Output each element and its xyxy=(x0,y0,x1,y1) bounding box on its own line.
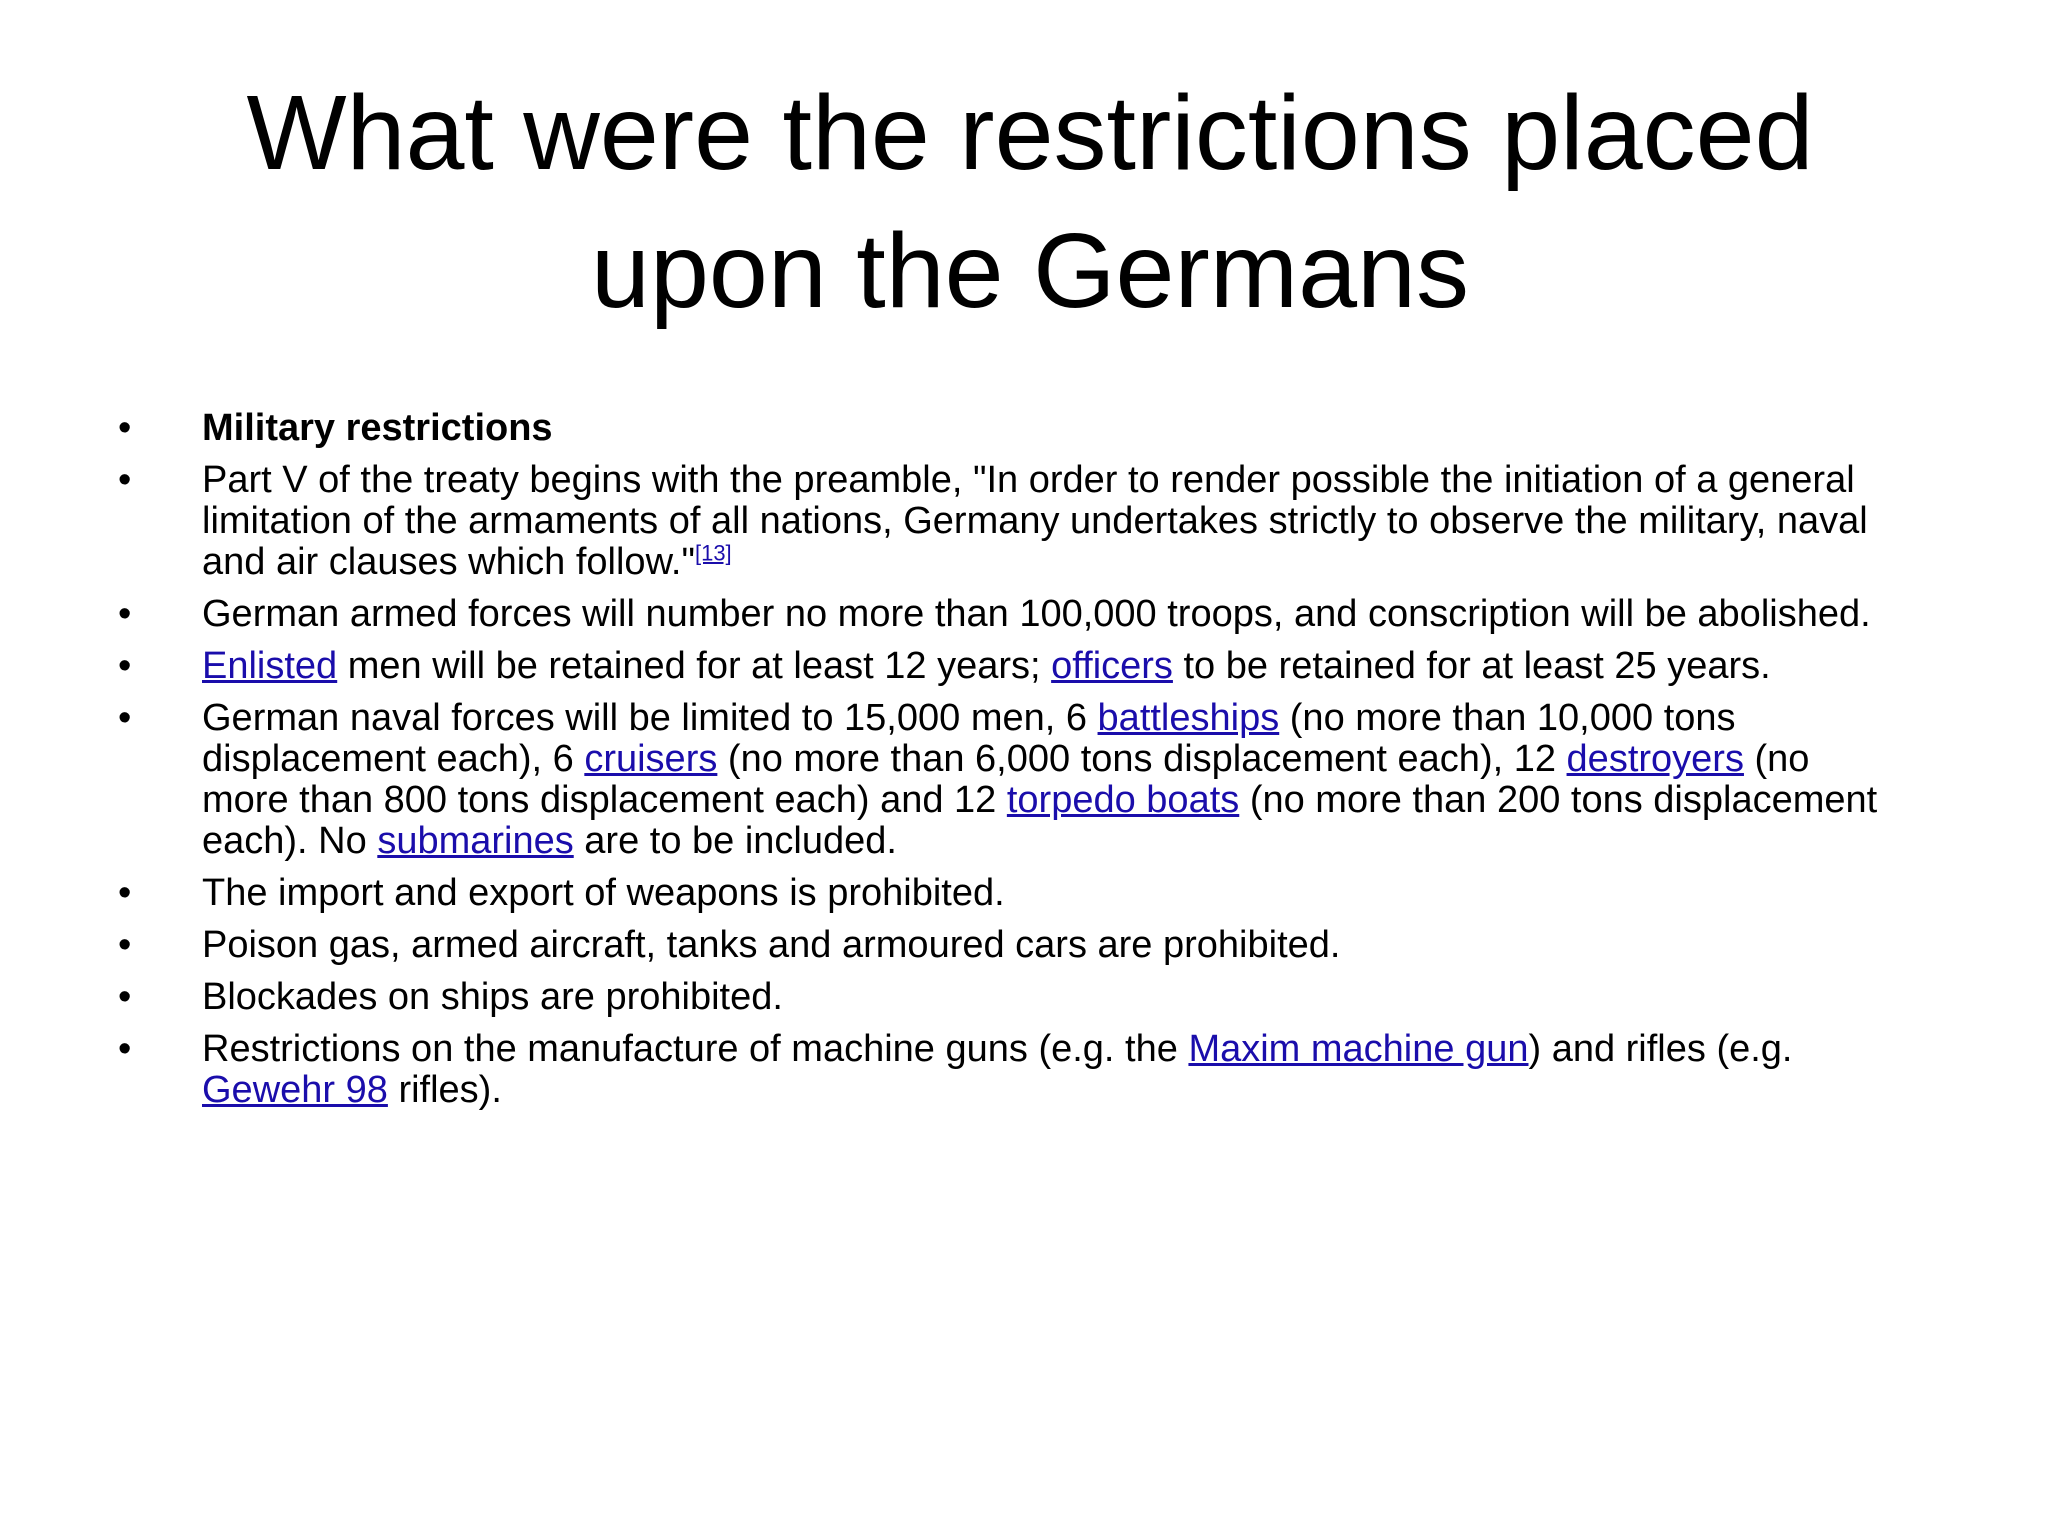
text-run: Part V of the treaty begins with the preamble, "In order to render possible the initiation of a general limitation of the armaments of all nations, Germany undertakes strictly to observe the military, naval and air clauses which follow." xyxy=(202,459,1868,583)
bullet-dot: • xyxy=(118,593,132,635)
bullet-dot: • xyxy=(118,697,132,739)
bullet-dot: • xyxy=(118,1028,132,1070)
text-run: ) and rifles (e.g. xyxy=(1528,1028,1793,1070)
bullet-text xyxy=(202,872,1005,914)
hyperlink[interactable]: destroyers xyxy=(1566,738,1744,780)
hyperlink[interactable]: officers xyxy=(1051,645,1173,687)
hyperlink[interactable]: battleships xyxy=(1097,697,1280,739)
bullet-list xyxy=(118,408,1898,1122)
citation-link[interactable]: [13] xyxy=(694,540,732,566)
text-run: are to be included. xyxy=(573,820,897,862)
bullet-text xyxy=(202,1028,1792,1111)
bullet-dot: • xyxy=(118,924,132,966)
bullet-item xyxy=(118,873,1898,914)
text-run: men will be retained for at least 12 years; xyxy=(337,645,1052,687)
bullet-text xyxy=(202,645,1771,687)
bullet-item xyxy=(118,460,1898,583)
text-run: (no more than 800 tons displacement each) and 12 xyxy=(202,738,1810,821)
text-run: Poison gas, armed aircraft, tanks and armoured cars are prohibited. xyxy=(202,924,1341,966)
hyperlink[interactable]: Enlisted xyxy=(202,645,338,687)
bullet-item xyxy=(118,408,1898,449)
text-run: (no more than 10,000 tons displacement each), 6 xyxy=(202,697,1736,780)
text-run: German naval forces will be limited to 15,000 men, 6 xyxy=(202,697,1098,739)
text-run: Blockades on ships are prohibited. xyxy=(202,976,783,1018)
bullet-dot: • xyxy=(118,459,132,501)
hyperlink[interactable]: torpedo boats xyxy=(1006,779,1240,821)
bullet-item xyxy=(118,1029,1898,1111)
bullet-item xyxy=(118,594,1898,635)
hyperlink[interactable]: cruisers xyxy=(584,738,718,780)
bullet-item xyxy=(118,698,1898,862)
hyperlink[interactable]: submarines xyxy=(377,820,574,862)
bullet-item xyxy=(118,646,1898,687)
slide-title xyxy=(130,64,1930,340)
bold-heading-text: Military restrictions xyxy=(202,407,553,449)
bullet-text xyxy=(202,924,1340,966)
bullet-item xyxy=(118,925,1898,966)
text-run: (no more than 200 tons displacement each). No xyxy=(202,779,1878,862)
hyperlink[interactable]: Gewehr 98 xyxy=(202,1069,388,1111)
bullet-dot: • xyxy=(118,645,132,687)
title-line-2: upon the Germans xyxy=(591,212,1469,330)
text-run: to be retained for at least 25 years. xyxy=(1172,645,1771,687)
hyperlink[interactable]: Maxim machine gun xyxy=(1188,1028,1529,1070)
text-run: The import and export of weapons is prohibited. xyxy=(202,872,1005,914)
bullet-item xyxy=(118,977,1898,1018)
bullet-dot: • xyxy=(118,872,132,914)
bullet-dot: • xyxy=(118,407,132,449)
bullet-text xyxy=(202,976,783,1018)
bullet-text xyxy=(202,593,1871,635)
title-line-1: What were the restrictions placed xyxy=(246,74,1814,192)
text-run: German armed forces will number no more than 100,000 troops, and conscription will be abolished. xyxy=(202,593,1871,635)
text-run: (no more than 6,000 tons displacement each), 12 xyxy=(717,738,1567,780)
text-run: Restrictions on the manufacture of machine guns (e.g. the xyxy=(202,1028,1189,1070)
bullet-dot: • xyxy=(118,976,132,1018)
text-run: rifles). xyxy=(387,1069,502,1111)
bullet-text xyxy=(202,407,553,449)
bullet-text xyxy=(202,459,1868,583)
bullet-text xyxy=(202,697,1877,862)
